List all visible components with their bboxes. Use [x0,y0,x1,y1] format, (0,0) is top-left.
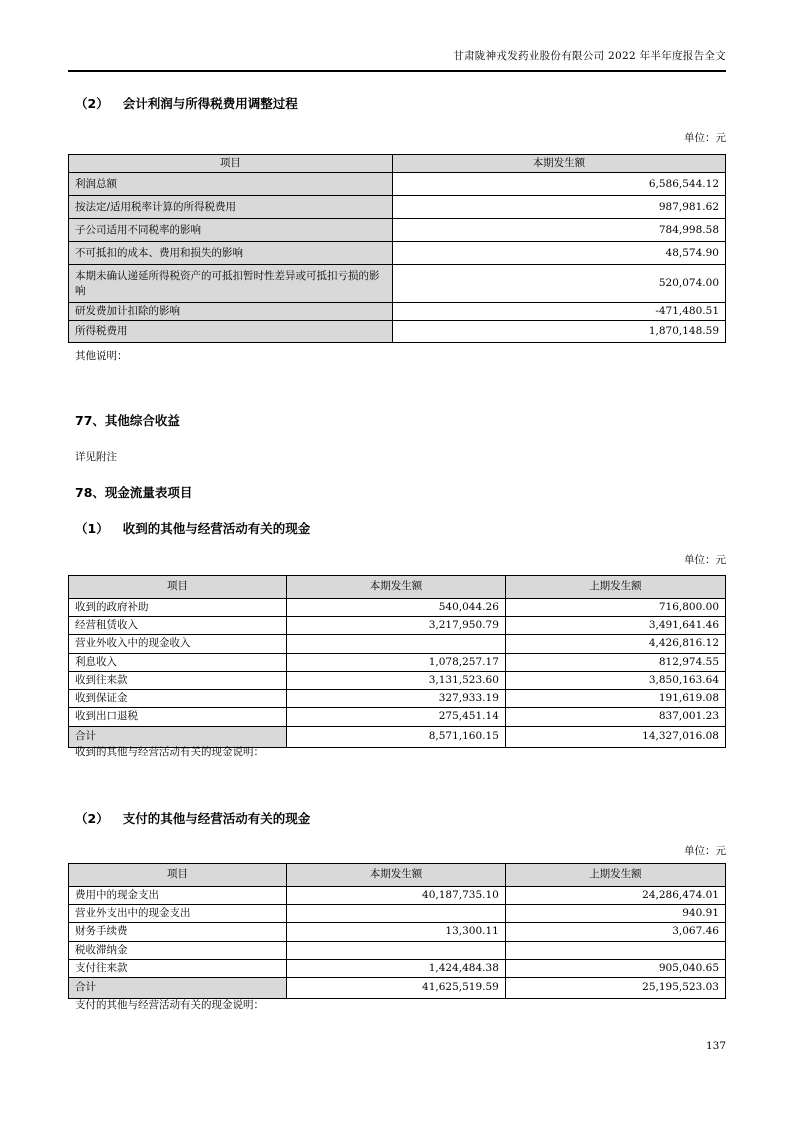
total-prior-value: 25,195,523.03 [505,978,725,999]
section-received-title: 收到的其他与经营活动有关的现金 [122,521,311,536]
row-item-label: 税收滞纳金 [69,941,287,959]
total-current-value: 41,625,519.59 [287,978,506,999]
row-current-value: 40,187,735.10 [287,887,506,905]
row-current-value: -471,480.51 [392,303,725,321]
tax-col-item-header: 项目 [69,155,393,173]
tax-table-header-row [69,155,726,173]
row-prior-value: 4,426,816.12 [505,635,725,653]
row-current-value: 520,074.00 [392,265,725,303]
section-received-number: （1） [75,521,109,536]
row-current-value: 3,217,950.79 [287,617,506,635]
row-prior-value: 191,619.08 [505,690,725,708]
row-current-value: 1,078,257.17 [287,653,506,671]
received-col-prior-header: 上期发生额 [505,576,725,599]
row-item-label: 研发费加计扣除的影响 [69,303,393,321]
paid-table-header-row [69,864,726,887]
row-item-label: 经营租赁收入 [69,617,287,635]
unit-label-tax: 单位：元 [684,132,726,144]
row-prior-value: 837,001.23 [505,708,725,726]
table-row [69,242,726,265]
table-row [69,905,726,923]
row-item-label: 营业外收入中的现金收入 [69,635,287,653]
unit-label-paid: 单位：元 [684,845,726,857]
row-item-label: 所得税费用 [69,321,393,343]
received-col-current-header: 本期发生额 [287,576,506,599]
row-current-value [287,941,506,959]
row-current-value: 327,933.19 [287,690,506,708]
section-paid-number: （2） [75,811,109,826]
paid-note: 支付的其他与经营活动有关的现金说明： [75,999,264,1011]
table-row [69,303,726,321]
row-current-value [287,905,506,923]
row-item-label: 本期未确认递延所得税资产的可抵扣暂时性差异或可抵扣亏损的影响 [69,265,393,303]
row-prior-value: 905,040.65 [505,959,725,977]
row-current-value: 48,574.90 [392,242,725,265]
section-tax-number: （2） [75,96,109,111]
row-item-label: 营业外支出中的现金支出 [69,905,287,923]
paid-table-wrap [68,863,726,999]
paid-table [68,863,726,999]
paid-col-current-header: 本期发生额 [287,864,506,887]
table-row [69,941,726,959]
row-current-value: 6,586,544.12 [392,173,725,196]
tax-col-current-header: 本期发生额 [392,155,725,173]
section-received-heading [75,519,310,537]
unit-label-received: 单位：元 [684,554,726,566]
section-tax-title: 会计利润与所得税费用调整过程 [122,96,298,111]
section-78-heading: 78、现金流量表项目 [75,485,193,500]
table-row [69,671,726,689]
row-item-label: 收到出口退税 [69,708,287,726]
row-item-label: 收到的政府补助 [69,599,287,617]
document-header-title: 甘肃陇神戎发药业股份有限公司 2022 年半年度报告全文 [453,50,726,62]
page-number: 137 [705,1040,726,1052]
row-prior-value: 812,974.55 [505,653,725,671]
table-row [69,617,726,635]
paid-col-prior-header: 上期发生额 [505,864,725,887]
received-table-header-row [69,576,726,599]
row-current-value [287,635,506,653]
table-total-row [69,978,726,999]
tax-table [68,154,726,343]
section-tax-heading [75,94,298,112]
table-row [69,321,726,343]
row-current-value: 3,131,523.60 [287,671,506,689]
table-row [69,959,726,977]
row-prior-value: 716,800.00 [505,599,725,617]
row-prior-value: 3,067.46 [505,923,725,941]
row-item-label: 不可抵扣的成本、费用和损失的影响 [69,242,393,265]
received-note: 收到的其他与经营活动有关的现金说明： [75,746,264,758]
table-row [69,173,726,196]
total-label: 合计 [69,726,287,747]
row-current-value: 987,981.62 [392,196,725,219]
row-prior-value: 3,850,163.64 [505,671,725,689]
table-row [69,196,726,219]
table-row [69,265,726,303]
table-row [69,690,726,708]
table-row [69,635,726,653]
row-prior-value: 940.91 [505,905,725,923]
row-item-label: 费用中的现金支出 [69,887,287,905]
received-col-item-header: 项目 [69,576,287,599]
table-row [69,887,726,905]
row-item-label: 收到保证金 [69,690,287,708]
total-label: 合计 [69,978,287,999]
document-header [68,48,726,72]
row-current-value: 784,998.58 [392,219,725,242]
section-paid-heading [75,809,310,827]
table-row [69,653,726,671]
total-prior-value: 14,327,016.08 [505,726,725,747]
section-77-heading: 77、其他综合收益 [75,413,180,428]
tax-table-wrap [68,154,726,343]
total-current-value: 8,571,160.15 [287,726,506,747]
paid-col-item-header: 项目 [69,864,287,887]
table-row [69,219,726,242]
tax-note: 其他说明： [75,350,128,362]
row-item-label: 子公司适用不同税率的影响 [69,219,393,242]
table-row [69,599,726,617]
row-item-label: 收到往来款 [69,671,287,689]
section-77-body: 详见附注 [75,451,117,463]
row-item-label: 利润总额 [69,173,393,196]
row-current-value: 540,044.26 [287,599,506,617]
row-item-label: 利息收入 [69,653,287,671]
row-item-label: 按法定/适用税率计算的所得税费用 [69,196,393,219]
row-current-value: 275,451.14 [287,708,506,726]
row-prior-value [505,941,725,959]
section-paid-title: 支付的其他与经营活动有关的现金 [122,811,311,826]
row-item-label: 财务手续费 [69,923,287,941]
row-current-value: 13,300.11 [287,923,506,941]
row-current-value: 1,870,148.59 [392,321,725,343]
received-table [68,575,726,748]
table-row [69,708,726,726]
received-table-wrap [68,575,726,748]
row-prior-value: 3,491,641.46 [505,617,725,635]
row-current-value: 1,424,484.38 [287,959,506,977]
row-item-label: 支付往来款 [69,959,287,977]
row-prior-value: 24,286,474.01 [505,887,725,905]
table-row [69,923,726,941]
